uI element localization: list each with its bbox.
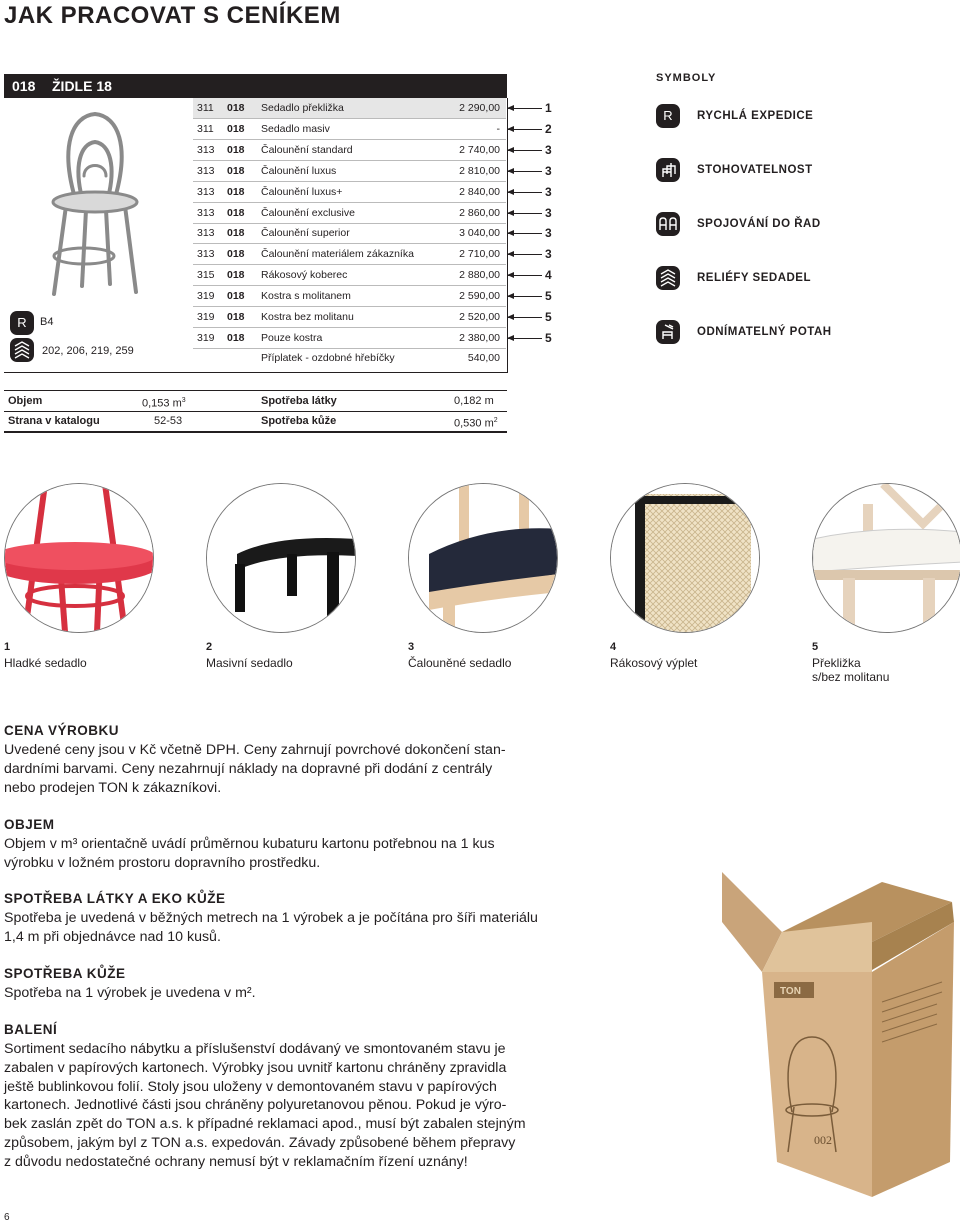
info-row-page: [4, 411, 507, 433]
variant-row: [193, 182, 506, 203]
row-linking-icon: [656, 212, 680, 236]
arrow-icon: [508, 296, 542, 297]
seat-type-label: Masivní sedadlo: [206, 656, 293, 670]
arrow-icon: [508, 213, 542, 214]
variant-code: 311: [197, 123, 214, 135]
section-line: dardními barvami. Ceny nezahrnují náklady na dopravné při dodání z centrály: [4, 760, 493, 777]
variant-row: [193, 161, 506, 182]
variant-name: Čalounění standard: [261, 144, 353, 156]
section-line: ještě bublinkovou folií. Stoly jsou uloženy v demontovaném stavu v papírových: [4, 1078, 497, 1095]
variant-price: -: [496, 123, 500, 135]
section-line: Spotřeba na 1 výrobek je uvedena v m².: [4, 985, 256, 1001]
seat-relief-icon: [10, 338, 34, 362]
variant-code: 311: [197, 102, 214, 114]
variant-code: 319: [197, 290, 215, 302]
section-line: nebo prodejen TON k zákazníkovi.: [4, 779, 222, 796]
arrow-icon: [508, 275, 542, 276]
section-title: SPOTŘEBA LÁTKY A EKO KŮŽE: [4, 891, 226, 906]
seat-type-label: Rákosový výplet: [610, 656, 698, 670]
seat-type-ref: 3: [545, 143, 552, 157]
variant-row: [193, 223, 506, 244]
symbol-label-seat-relief: RELIÉFY SEDADEL: [697, 272, 811, 284]
volume-label: Objem: [8, 395, 43, 407]
leather-value: [454, 411, 498, 434]
variant-row: [193, 244, 506, 265]
express-badge-icon: R: [10, 311, 34, 335]
arrow-icon: [508, 233, 542, 234]
variant-price: 2 520,00: [459, 311, 500, 323]
section-title: CENA VÝROBKU: [4, 723, 120, 738]
variant-row: [193, 286, 506, 307]
fabric-label: Spotřeba látky: [261, 395, 337, 407]
section-line: Objem v m³ orientačně uvádí průměrnou kubaturu kartonu potřebnou na 1 kus: [4, 836, 495, 852]
surcharge-name: Příplatek - ozdobné hřebíčky: [261, 352, 395, 364]
arrow-icon: [508, 192, 542, 193]
seat-type-ref: 3: [545, 206, 552, 220]
surcharge-row: [193, 348, 506, 368]
symbol-label-row-linking: SPOJOVÁNÍ DO ŘAD: [697, 218, 821, 230]
variant-price: 2 880,00: [459, 269, 500, 281]
box-brand-text: TON: [780, 986, 801, 997]
fabric-value: 0,182 m: [454, 395, 494, 407]
variant-code: 313: [197, 248, 215, 260]
variant-price: 2 860,00: [459, 207, 500, 219]
variant-model: 018: [227, 332, 245, 344]
variant-row: [193, 265, 506, 286]
section-body: [4, 741, 630, 797]
variant-row: [193, 307, 506, 328]
variant-code: 319: [197, 311, 215, 323]
variant-code: 313: [197, 186, 215, 198]
arrow-icon: [508, 171, 542, 172]
seat-type-ref: 1: [545, 101, 552, 115]
seat-relief-icon: [656, 266, 680, 290]
seat-type-label: Čalouněné sedadlo: [408, 656, 512, 670]
seat-type-label: Překližka: [812, 656, 861, 670]
leather-unit-sup: 2: [493, 417, 498, 424]
related-models: 202, 206, 219, 259: [42, 345, 134, 357]
variant-name: Čalounění materiálem zákazníka: [261, 248, 414, 260]
arrow-icon: [508, 254, 542, 255]
variant-price: 2 380,00: [459, 332, 500, 344]
leather-label: Spotřeba kůže: [261, 415, 337, 427]
product-name: ŽIDLE 18: [52, 78, 112, 94]
leather-number: 0,530 m: [454, 417, 494, 430]
variant-row: [193, 119, 506, 140]
section-line: z důvodu nedostatečné ochrany nemusí být v reklamačním řízení uznány!: [4, 1153, 468, 1170]
removable-cover-icon: [656, 320, 680, 344]
packaging-box-image: [722, 862, 954, 1202]
section-line: bek zaslán zpět do TON a.s. k případné reklamaci apod., musí být zabalen stejným: [4, 1116, 526, 1133]
variant-model: 018: [227, 144, 245, 156]
variant-name: Kostra s molitanem: [261, 290, 351, 302]
variant-name: Čalounění superior: [261, 227, 350, 239]
seat-type-ref: 2: [545, 122, 552, 136]
variant-price: 2 710,00: [459, 248, 500, 260]
section-line: výrobku v ložném prostoru dopravního prostředku.: [4, 854, 321, 871]
variant-code: 313: [197, 165, 215, 177]
arrow-icon: [508, 338, 542, 339]
section-line: Spotřeba je uvedená v běžných metrech na 1 výrobek a je počítána pro šíři materiálu: [4, 910, 538, 926]
variant-model: 018: [227, 248, 245, 260]
section-line: způsobem, jakým byl z TON a.s. expedován. Závady způsobené během přepravy: [4, 1134, 516, 1151]
variant-code: 313: [197, 144, 215, 156]
seat-type-ref: 3: [545, 247, 552, 261]
express-icon: R: [656, 104, 680, 128]
variant-price: 2 740,00: [459, 144, 500, 156]
variant-model: 018: [227, 227, 245, 239]
variant-name: Rákosový koberec: [261, 269, 348, 281]
section-line: zabalen v papírových kartonech. Výrobky jsou uvnitř kartonu chráněny zpravidla: [4, 1059, 507, 1076]
product-header: [4, 74, 507, 98]
seat-type-ref: 4: [545, 268, 552, 282]
variant-name: Čalounění luxus: [261, 165, 337, 177]
section-title: SPOTŘEBA KŮŽE: [4, 966, 126, 981]
symbol-label-express: RYCHLÁ EXPEDICE: [697, 110, 814, 122]
variant-code: 319: [197, 332, 215, 344]
variant-price: 3 040,00: [459, 227, 500, 239]
seat-type-ref: 5: [545, 289, 552, 303]
seat-type-number: 1: [4, 641, 11, 653]
stacking-icon: [656, 158, 680, 182]
seat-type-label-line2: s/bez molitanu: [812, 670, 890, 684]
seat-type-image-smooth: [4, 483, 154, 633]
product-code: 018: [12, 78, 36, 94]
seat-type-ref: 3: [545, 164, 552, 178]
variant-row: [193, 328, 506, 349]
seat-type-image-solid: [206, 483, 356, 633]
variant-name: Kostra bez molitanu: [261, 311, 354, 323]
arrow-icon: [508, 129, 542, 130]
section-line: Uvedené ceny jsou v Kč včetně DPH. Ceny zahrnují povrchové dokončení stan-: [4, 742, 506, 758]
seat-type-ref: 5: [545, 331, 552, 345]
box-number-text: 002: [814, 1133, 832, 1147]
seat-type-number: 2: [206, 641, 213, 653]
page-title: JAK PRACOVAT S CENÍKEM: [4, 2, 341, 29]
variant-model: 018: [227, 102, 245, 114]
variant-model: 018: [227, 311, 245, 323]
section-title: OBJEM: [4, 817, 55, 832]
catalog-page-label: Strana v katalogu: [8, 415, 100, 427]
volume-unit-sup: 3: [181, 397, 186, 404]
section-line: 1,4 m při objednávce nad 10 kusů.: [4, 928, 221, 945]
section-line: Sortiment sedacího nábytku a příslušenství dodávaný ve smontovaném stavu je: [4, 1041, 506, 1057]
chair-18-image: [20, 106, 160, 306]
variant-price: 2 290,00: [459, 102, 500, 114]
variant-row: [193, 140, 506, 161]
arrow-icon: [508, 108, 542, 109]
seat-type-ref: 3: [545, 226, 552, 240]
variant-row: [193, 203, 506, 224]
variant-model: 018: [227, 123, 245, 135]
variant-model: 018: [227, 186, 245, 198]
arrow-icon: [508, 317, 542, 318]
seat-type-label: Hladké sedadlo: [4, 656, 87, 670]
variant-name: Čalounění luxus+: [261, 186, 343, 198]
section-body: [4, 984, 630, 1003]
seat-type-number: 5: [812, 641, 819, 653]
section-line: kartonech. Jednotlivé části jsou chráněny polyuretanovou pěnou. Pokud je výro-: [4, 1097, 507, 1114]
seat-type-image-cane: [610, 483, 760, 633]
variant-row: [193, 98, 506, 119]
variant-model: 018: [227, 290, 245, 302]
seat-type-image-plywood: [812, 483, 960, 633]
variant-name: Sedadlo překližka: [261, 102, 344, 114]
arrow-icon: [508, 150, 542, 151]
variant-model: 018: [227, 207, 245, 219]
product-badge-code: B4: [40, 316, 54, 328]
section-body: [4, 835, 630, 873]
page-number: 6: [4, 1212, 10, 1223]
symbols-title: SYMBOLY: [656, 72, 717, 84]
seat-type-ref: 3: [545, 185, 552, 199]
section-body: [4, 909, 630, 947]
section-body: [4, 1040, 630, 1172]
variant-price: 2 590,00: [459, 290, 500, 302]
catalog-page-value: 52-53: [154, 415, 183, 427]
variant-code: 313: [197, 227, 215, 239]
variant-price: 2 810,00: [459, 165, 500, 177]
variant-model: 018: [227, 165, 245, 177]
volume-number: 0,153 m: [142, 397, 182, 410]
symbol-label-removable-cover: ODNÍMATELNÝ POTAH: [697, 326, 832, 338]
seat-type-number: 4: [610, 641, 617, 653]
section-title: BALENÍ: [4, 1022, 58, 1037]
variant-price: 2 840,00: [459, 186, 500, 198]
seat-type-number: 3: [408, 641, 415, 653]
variant-model: 018: [227, 269, 245, 281]
surcharge-price: 540,00: [467, 352, 500, 364]
variant-name: Pouze kostra: [261, 332, 323, 344]
seat-type-image-upholstered: [408, 483, 558, 633]
variant-name: Sedadlo masiv: [261, 123, 330, 135]
variant-code: 315: [197, 269, 215, 281]
variant-code: 313: [197, 207, 215, 219]
seat-type-ref: 5: [545, 310, 552, 324]
info-row-volume: [4, 390, 507, 412]
symbol-label-stacking: STOHOVATELNOST: [697, 164, 813, 176]
variant-name: Čalounění exclusive: [261, 207, 355, 219]
